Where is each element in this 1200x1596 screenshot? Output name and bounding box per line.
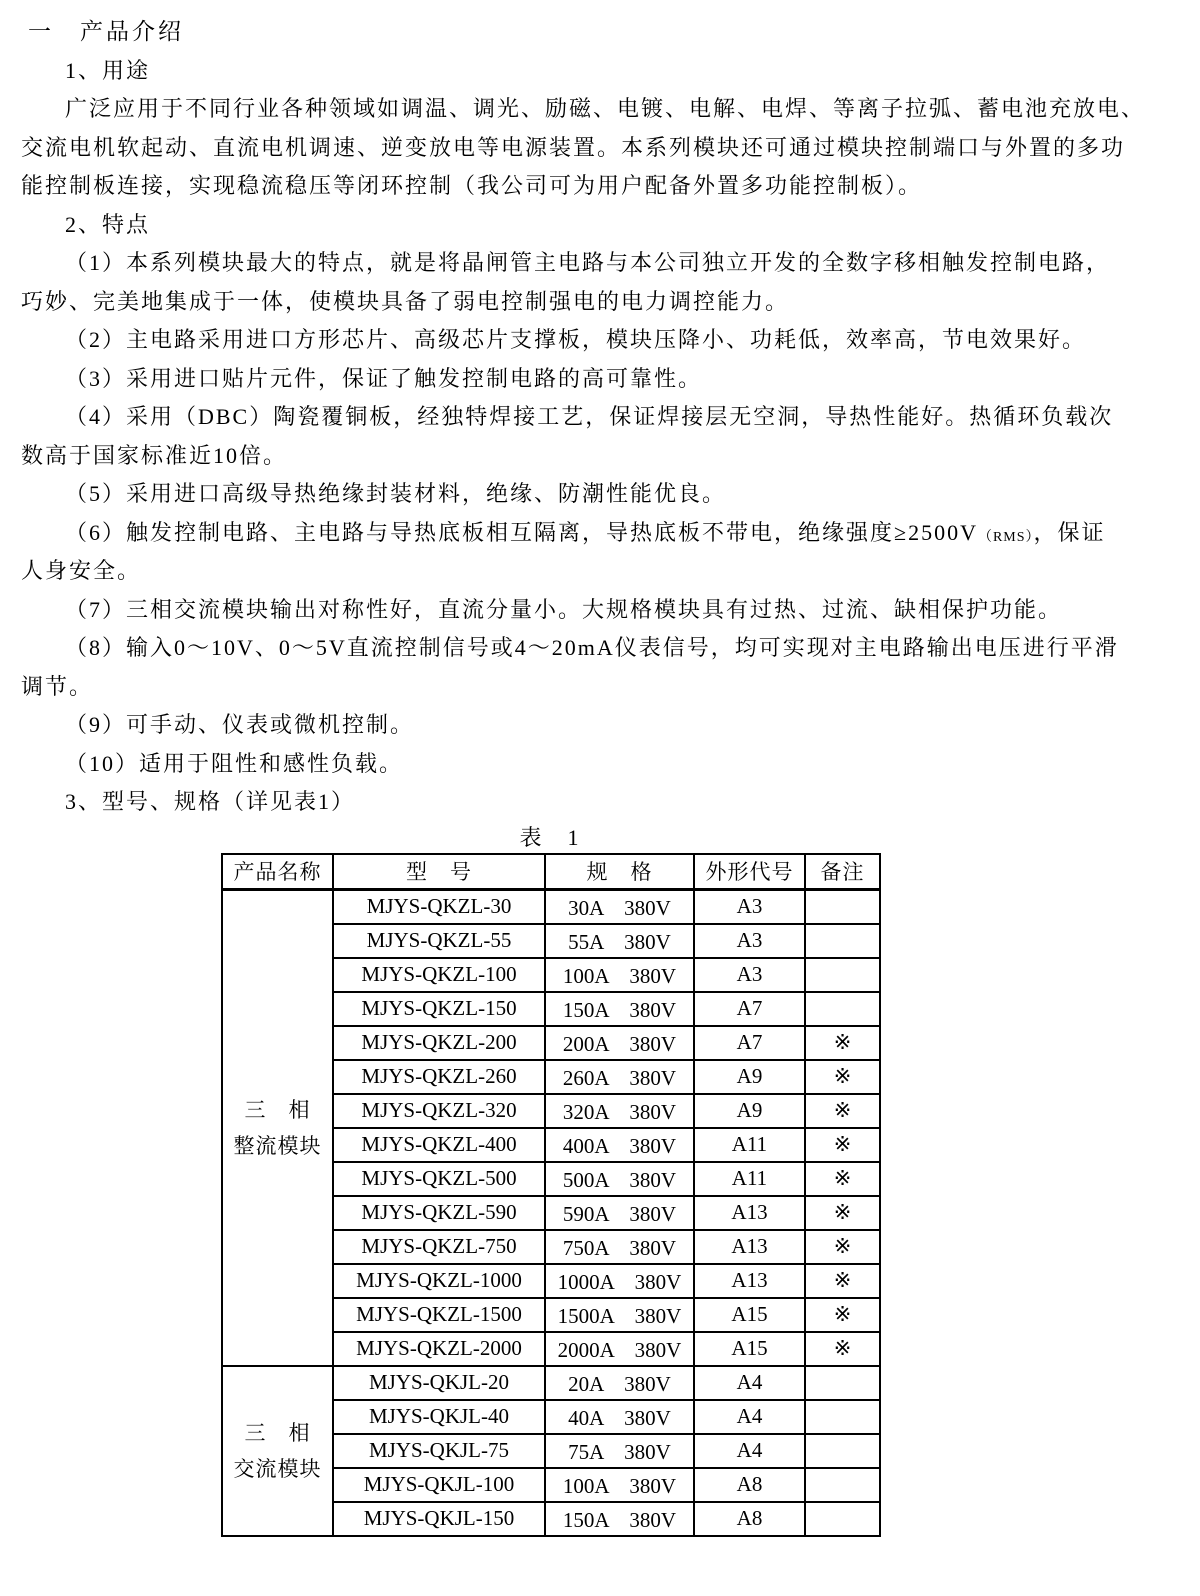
model-cell: MJYS-QKZL-150 — [333, 992, 545, 1026]
feature-item-1: （1）本系列模块最大的特点，就是将晶闸管主电路与本公司独立开发的全数字移相触发控制电路， — [65, 250, 1111, 275]
feature-item-3: （3）采用进口贴片元件，保证了触发控制电路的高可靠性。 — [65, 365, 703, 391]
model-cell: MJYS-QKZL-750 — [333, 1230, 545, 1264]
shape-code-cell: A13 — [694, 1264, 805, 1298]
shape-code-cell: A11 — [694, 1162, 805, 1196]
spec-cell: 100A 380V — [545, 1468, 694, 1502]
spec-cell: 30A 380V — [545, 889, 694, 924]
feature-item-4-cont: 数高于国家标准近10倍。 — [21, 442, 288, 468]
shape-code-cell: A7 — [694, 1026, 805, 1060]
model-cell: MJYS-QKJL-100 — [333, 1468, 545, 1502]
model-cell: MJYS-QKZL-590 — [333, 1196, 545, 1230]
remark-cell — [805, 1434, 880, 1468]
header-remark: 备注 — [805, 854, 880, 890]
remark-cell: ※ — [805, 1162, 880, 1196]
spec-cell: 590A 380V — [545, 1196, 694, 1230]
remark-cell — [805, 889, 880, 924]
spec-cell: 200A 380V — [545, 1026, 694, 1060]
remark-cell: ※ — [805, 1298, 880, 1332]
subheading-models: 3、型号、规格（详见表1） — [65, 789, 356, 814]
feature-item-8: （8）输入0～10V、0～5V直流控制信号或4～20mA仪表信号，均可实现对主电路输出电压进行平滑 — [65, 635, 1119, 660]
spec-cell: 150A 380V — [545, 992, 694, 1026]
spec-cell: 1000A 380V — [545, 1264, 694, 1298]
shape-code-cell: A13 — [694, 1196, 805, 1230]
model-cell: MJYS-QKZL-1500 — [333, 1298, 545, 1332]
model-cell: MJYS-QKJL-150 — [333, 1502, 545, 1536]
shape-code-cell: A4 — [694, 1366, 805, 1400]
header-model: 型 号 — [333, 854, 545, 890]
shape-code-cell: A8 — [694, 1502, 805, 1536]
shape-code-cell: A15 — [694, 1332, 805, 1366]
shape-code-cell: A8 — [694, 1468, 805, 1502]
usage-paragraph-line: 能控制板连接，实现稳流稳压等闭环控制（我公司可为用户配备外置多功能控制板）。 — [21, 173, 923, 198]
spec-cell: 150A 380V — [545, 1502, 694, 1536]
feature-item-6 — [65, 514, 1200, 553]
shape-code-cell: A3 — [694, 889, 805, 924]
spec-cell: 20A 380V — [545, 1366, 694, 1400]
spec-cell: 2000A 380V — [545, 1332, 694, 1366]
shape-code-cell: A7 — [694, 992, 805, 1026]
spec-cell: 750A 380V — [545, 1230, 694, 1264]
spec-cell: 260A 380V — [545, 1060, 694, 1094]
remark-cell — [805, 992, 880, 1026]
spec-cell: 100A 380V — [545, 958, 694, 992]
shape-code-cell: A3 — [694, 958, 805, 992]
product-name-line: 整流模块 — [233, 1133, 322, 1158]
product-name-line: 交流模块 — [233, 1456, 322, 1481]
model-cell: MJYS-QKJL-20 — [333, 1366, 545, 1400]
feature-item-1-cont: 巧妙、完美地集成于一体，使模块具备了弱电控制强电的电力调控能力。 — [21, 288, 790, 314]
remark-cell — [805, 1468, 880, 1502]
spec-cell: 75A 380V — [545, 1434, 694, 1468]
shape-code-cell: A4 — [694, 1400, 805, 1434]
product-name-cell — [222, 1366, 333, 1536]
subheading-usage: 1、用途 — [65, 57, 151, 83]
remark-cell — [805, 1400, 880, 1434]
shape-code-cell: A11 — [694, 1128, 805, 1162]
remark-cell: ※ — [805, 1230, 880, 1264]
model-cell: MJYS-QKZL-200 — [333, 1026, 545, 1060]
remark-cell — [805, 1502, 880, 1536]
shape-code-cell: A15 — [694, 1298, 805, 1332]
shape-code-cell: A4 — [694, 1434, 805, 1468]
usage-paragraph-line: 交流电机软起动、直流电机调速、逆变放电等电源装置。本系列模块还可通过模块控制端口与外置的多功 — [21, 134, 1126, 160]
remark-cell — [805, 958, 880, 992]
spec-cell: 55A 380V — [545, 924, 694, 958]
spec-cell: 320A 380V — [545, 1094, 694, 1128]
table-caption: 表 1 — [519, 824, 581, 850]
feature-item-6-tail: ，保证 — [1033, 519, 1106, 545]
feature-item-9: （9）可手动、仪表或微机控制。 — [65, 712, 415, 737]
feature-item-5: （5）采用进口高级导热绝缘封装材料，绝缘、防潮性能优良。 — [65, 481, 727, 506]
feature-item-8-cont: 调节。 — [21, 673, 94, 699]
remark-cell — [805, 924, 880, 958]
feature-item-6-cont: 人身安全。 — [21, 558, 142, 583]
header-shape-code: 外形代号 — [694, 854, 805, 890]
model-cell: MJYS-QKZL-100 — [333, 958, 545, 992]
remark-cell: ※ — [805, 1196, 880, 1230]
usage-paragraph-line: 广泛应用于不同行业各种领域如调温、调光、励磁、电镀、电解、电焊、等离子拉弧、蓄电池充放电、 — [65, 96, 1146, 121]
model-cell: MJYS-QKJL-75 — [333, 1434, 545, 1468]
model-cell: MJYS-QKZL-55 — [333, 924, 545, 958]
subheading-features: 2、特点 — [65, 211, 151, 237]
product-name-line: 三 相 — [244, 1420, 311, 1445]
shape-code-cell: A9 — [694, 1060, 805, 1094]
shape-code-cell: A13 — [694, 1230, 805, 1264]
table-header-row — [222, 854, 880, 890]
model-cell: MJYS-QKZL-320 — [333, 1094, 545, 1128]
remark-cell: ※ — [805, 1060, 880, 1094]
remark-cell: ※ — [805, 1094, 880, 1128]
remark-cell: ※ — [805, 1026, 880, 1060]
remark-cell: ※ — [805, 1264, 880, 1298]
model-cell: MJYS-QKZL-260 — [333, 1060, 545, 1094]
product-name-cell — [222, 889, 333, 1366]
shape-code-cell: A9 — [694, 1094, 805, 1128]
remark-cell: ※ — [805, 1332, 880, 1366]
rms-subscript: （RMS） — [977, 529, 1034, 545]
model-cell: MJYS-QKZL-500 — [333, 1162, 545, 1196]
model-cell: MJYS-QKJL-40 — [333, 1400, 545, 1434]
section-heading: 一 产品介绍 — [28, 19, 184, 44]
product-name-line: 三 相 — [244, 1097, 311, 1122]
model-cell: MJYS-QKZL-1000 — [333, 1264, 545, 1298]
feature-item-7: （7）三相交流模块输出对称性好，直流分量小。大规格模块具有过热、过流、缺相保护功能。 — [65, 596, 1063, 622]
feature-item-10: （10）适用于阻性和感性负载。 — [65, 750, 404, 776]
shape-code-cell: A3 — [694, 924, 805, 958]
model-cell: MJYS-QKZL-400 — [333, 1128, 545, 1162]
feature-item-4: （4）采用（DBC）陶瓷覆铜板，经独特焊接工艺，保证焊接层无空洞，导热性能好。热循环负载次 — [65, 404, 1114, 429]
spec-cell: 1500A 380V — [545, 1298, 694, 1332]
remark-cell — [805, 1366, 880, 1400]
spec-cell: 500A 380V — [545, 1162, 694, 1196]
spec-cell: 40A 380V — [545, 1400, 694, 1434]
feature-item-2: （2）主电路采用进口方形芯片、高级芯片支撑板，模块压降小、功耗低，效率高，节电效果好。 — [65, 327, 1087, 352]
spec-table — [221, 853, 881, 1537]
table-row — [222, 1366, 880, 1400]
model-cell: MJYS-QKZL-2000 — [333, 1332, 545, 1366]
spec-cell: 400A 380V — [545, 1128, 694, 1162]
header-product-name: 产品名称 — [222, 854, 333, 890]
remark-cell: ※ — [805, 1128, 880, 1162]
table-row — [222, 889, 880, 924]
header-spec: 规 格 — [545, 854, 694, 890]
feature-item-6-text: （6）触发控制电路、主电路与导热底板相互隔离，导热底板不带电，绝缘强度≥2500V — [65, 519, 978, 545]
model-cell: MJYS-QKZL-30 — [333, 889, 545, 924]
